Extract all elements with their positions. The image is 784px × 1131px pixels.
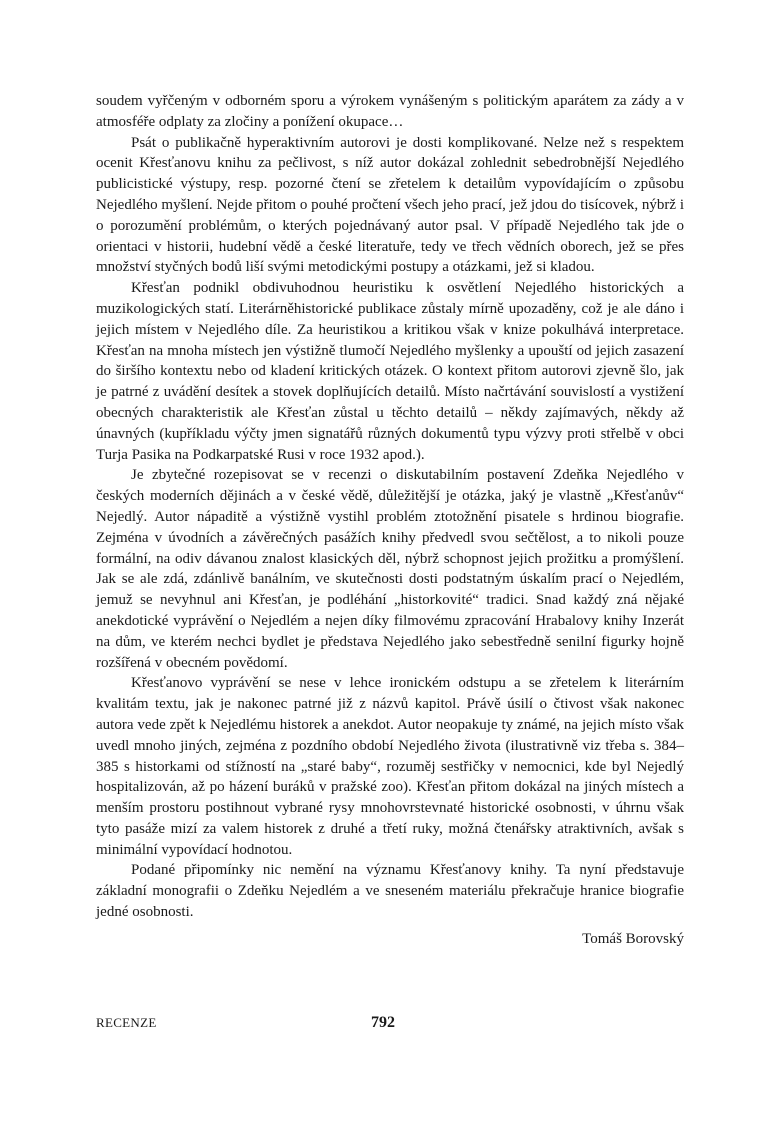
paragraph: Křesťanovo vyprávění se nese v lehce ironickém odstupu a se zřetelem k literárním kvalitám textu, jak je nakonec patrné již z názvů kapitol. Právě úsilí o čtivost však nakonec autora vede zpět k Nejedlému historek a anekdot. Autor neopakuje ty známé, na jejich místo však uvedl mnoho jiných, zejména z pozdního období Nejedlého života (ilustrativně viz třeba s. 384–385 s historkami od stížností na „staré baby“, rozuměj sestřičky v nemocnici, kde byl Nejedlý hospitalizován, až po házení buráků v pražské zoo). Křesťan přitom dokázal na jiných místech a menším prostoru postihnout vybrané rysy mnohovrstevnaté historické osobnosti, v úhrnu však tyto pasáže mizí za valem historek z druhé a třetí ruky, možná čtenářsky atraktivních, avšak s minimální vypovídací hodnotou. — [96, 675, 684, 858]
page-number: 792 — [371, 1014, 395, 1031]
footer-section-label: RECENZE — [96, 1015, 157, 1030]
article-body — [96, 91, 684, 950]
paragraph: Je zbytečné rozepisovat se v recenzi o diskutabilním postavení Zdeňka Nejedlého v českých moderních dějinách a v české vědě, důležitější je otázka, jaký je vlastně „Křesťanův“ Nejedlý. Autor nápaditě a výstižně vystihl problém ztotožnění pisatele s hrdinou biografie. Zejména v úvodních a závěrečných pasážích knihy předvedl svou sečtělost, a to nikoli pouze formální, na odiv dávanou znalost klasických děl, nýbrž schopnost jejich prožitku a promýšlení. Jak se ale zdá, zdánlivě banálním, ve skutečnosti dosti podstatným úskalím prací o Nejedlém, jemuž se nevyhnul ani Křesťan, je podléhání „historkovité“ tradici. Snad každý zná nějaké anekdotické vyprávění o Nejedlém a nejen díky filmovému zpracování Hrabalovy knihy Inzerát na dům, ve kterém nechci bydlet je představa Nejedlého jako sebestředně senilní figurky hojně rozšířená v obecném povědomí. — [96, 467, 684, 671]
paragraph: Psát o publikačně hyperaktivním autorovi je dosti komplikované. Nelze než s respektem ocenit Křesťanovu knihu za pečlivost, s níž autor dokázal zohlednit sebedrobnější Nejedlého publicistické výstupy, resp. pozorné čtení se zřetelem k detailům vypovídajícím o způsobu Nejedlého myšlení. Nejde přitom o pouhé pročtení všech jeho prací, jež jdou do tisícovek, nýbrž i o porozumění problémům, o kterých pojednávaný autor psal. V případě Nejedlého tak jde o orientaci v historii, hudební vědě a české literatuře, tedy ve třech vědních oborech, jež se přes množství styčných bodů liší svými metodickými postupy a otázkami, jež si kladou. — [96, 134, 684, 276]
paragraph: Podané připomínky nic nemění na významu Křesťanovy knihy. Ta nyní představuje základní monografii o Zdeňku Nejedlém a ve sneseném materiálu překračuje hranice biografie jedné osobnosti. — [96, 862, 684, 921]
paragraph: Křesťan podnikl obdivuhodnou heuristiku k osvětlení Nejedlého historických a muzikologických statí. Literárněhistorické publikace zůstaly mírně upozaděny, což je ale dáno i jejich místem v Nejedlého díle. Za heuristikou a kritikou však v knize pokulhává interpretace. Křesťan na mnoha místech jen výstižně tlumočí Nejedlého myšlenky a upouští od jejich zasazení do širšího kontextu nebo od kladení kritických otázek. O kontext přitom autorovi zjevně šlo, jak je patrné z uvádění desítek a stovek doplňujících detailů. Místo načrtávání souvislostí a vystižení obecných charakteristik ale Křesťan zůstal u těchto detailů – někdy zajímavých, někdy až únavných (kupříkladu výčty jmen signatářů různých dokumentů typu výzvy proti střelbě v obci Turja Pasika na Podkarpatské Rusi v roce 1932 apod.). — [96, 280, 684, 463]
author-signature: Tomáš Borovský — [582, 930, 684, 947]
paragraph-continuation: soudem vyřčeným v odborném sporu a výrokem vynášeným s politickým aparátem za zády a v atmosféře odplaty za zločiny a ponížení okupace… — [96, 93, 684, 130]
